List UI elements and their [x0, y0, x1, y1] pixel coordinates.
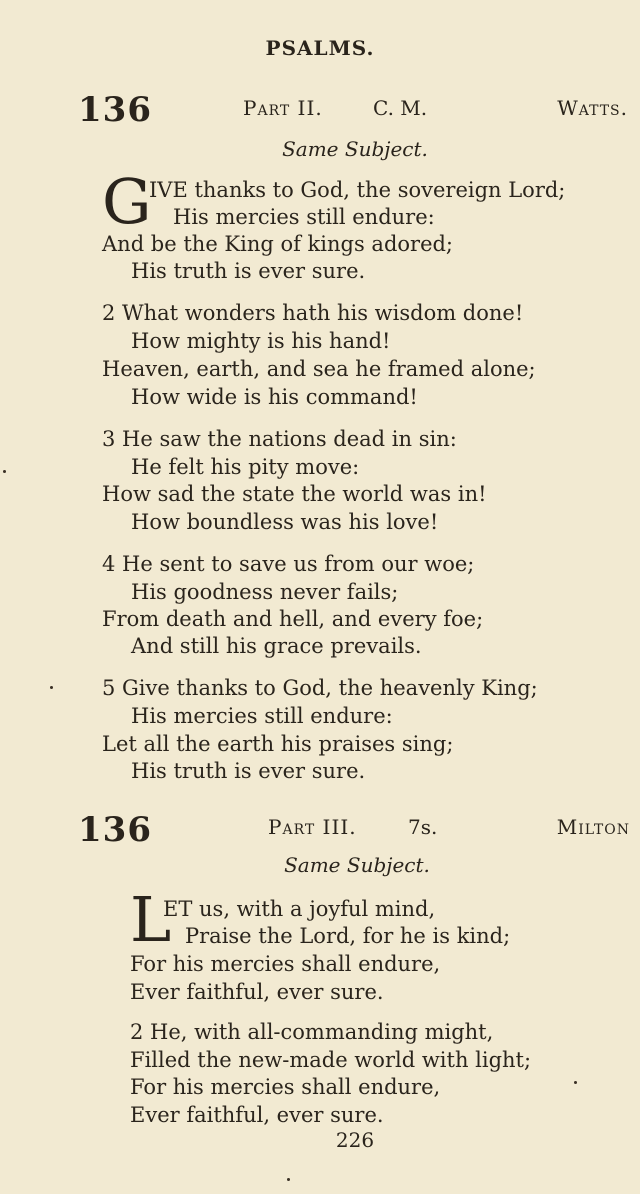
hymn-part: Part II. [243, 96, 323, 120]
hymn-part: Part III. [268, 815, 357, 839]
ink-speck [287, 1178, 290, 1181]
page-number: 226 [335, 1128, 375, 1152]
verse-line: 3 He saw the nations dead in sin: [102, 427, 457, 451]
verse-line: Filled the new-made world with light; [130, 1048, 532, 1072]
verse-line: And still his grace prevails. [131, 634, 422, 658]
drop-cap: L [130, 883, 172, 956]
verse-line: 5 Give thanks to God, the heavenly King; [102, 676, 538, 700]
verse-line: His mercies still endure: [173, 205, 435, 229]
drop-cap: G [102, 165, 152, 238]
verse-line: How boundless was his love! [131, 510, 439, 534]
hymn-author: Milton [556, 815, 630, 839]
hymn-meter: 7s. [408, 815, 438, 839]
verse-line: He felt his pity move: [131, 455, 360, 479]
hymn-number: 136 [78, 810, 152, 850]
hymn-author: Watts. [557, 96, 628, 120]
verse-line: And be the King of kings adored; [102, 232, 454, 256]
ink-speck [50, 686, 53, 689]
verse-line: Heaven, earth, and sea he framed alone; [102, 357, 536, 381]
ink-speck [3, 470, 6, 473]
verse-line: How sad the state the world was in! [102, 482, 487, 506]
hymn-subtitle: Same Subject. [284, 853, 430, 877]
hymn-number: 136 [78, 90, 152, 130]
verse-line: How mighty is his hand! [131, 329, 391, 353]
verse-line: Ever faithful, ever sure. [130, 1103, 384, 1127]
hymn-meter: C. M. [373, 96, 428, 120]
verse-line: ET us, with a joyful mind, [163, 897, 436, 921]
verse-line: 2 What wonders hath his wisdom done! [102, 301, 524, 325]
verse-line: From death and hell, and every foe; [102, 607, 484, 631]
verse-line: His goodness never fails; [131, 580, 399, 604]
verse-line: How wide is his command! [131, 385, 418, 409]
ink-speck [574, 1081, 577, 1084]
verse-line: IVE thanks to God, the sovereign Lord; [149, 178, 566, 202]
hymn-subtitle: Same Subject. [282, 137, 428, 161]
verse-line: His truth is ever sure. [131, 759, 366, 783]
verse-line: 4 He sent to save us from our woe; [102, 552, 475, 576]
page-header: PSALMS. [265, 36, 375, 60]
verse-line: Praise the Lord, for he is kind; [185, 924, 511, 948]
verse-line: His truth is ever sure. [131, 259, 366, 283]
verse-line: His mercies still endure: [131, 704, 393, 728]
verse-line: Ever faithful, ever sure. [130, 980, 384, 1004]
verse-line: Let all the earth his praises sing; [102, 732, 454, 756]
verse-line: For his mercies shall endure, [130, 952, 441, 976]
verse-line: For his mercies shall endure, [130, 1075, 441, 1099]
verse-line: 2 He, with all-commanding might, [130, 1020, 494, 1044]
